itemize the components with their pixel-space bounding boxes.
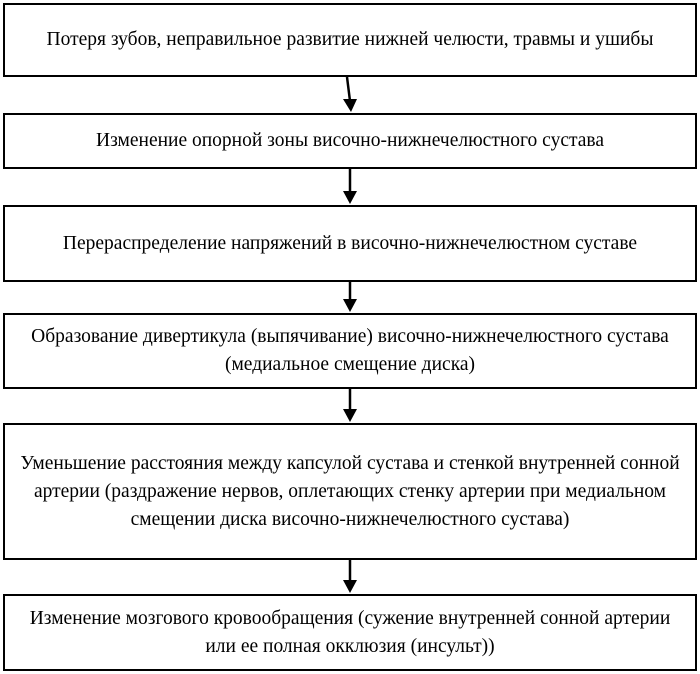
step-4-box [3,313,697,389]
step-2-box [3,113,697,169]
step-5-text: Уменьшение расстояния между капсулой сустава и стенкой внутренней сонной артерии (раздражение нервов, оплетающих стенку артерии при медиальном смещении диска височно-нижнечелюстного сустава) [20,452,680,530]
arrow-4-to-5 [343,389,357,422]
step-1-text: Потеря зубов, неправильное развитие нижней челюсти, травмы и ушибы [46,29,654,50]
arrow-5-to-6 [343,560,357,593]
step-6-text: Изменение мозгового кровообращения (сужение внутренней сонной артерии или ее полная окклюзия (инсульт)) [29,607,671,657]
arrow-2-to-3 [343,169,357,204]
step-4-text: Образование дивертикула (выпячивание) височно-нижнечелюстного сустава (медиальное смещение диска) [31,326,669,375]
step-5-box [3,423,697,560]
step-3-box [3,205,697,282]
arrow-3-to-4 [343,282,357,312]
step-3-text: Перераспределение напряжений в височно-нижнечелюстном суставе [62,232,638,254]
step-2-text: Изменение опорной зоны височно-нижнечелюстного сустава [96,130,604,151]
step-6-box [3,594,697,671]
arrow-1-to-2 [343,77,357,112]
step-1-box [3,3,697,77]
